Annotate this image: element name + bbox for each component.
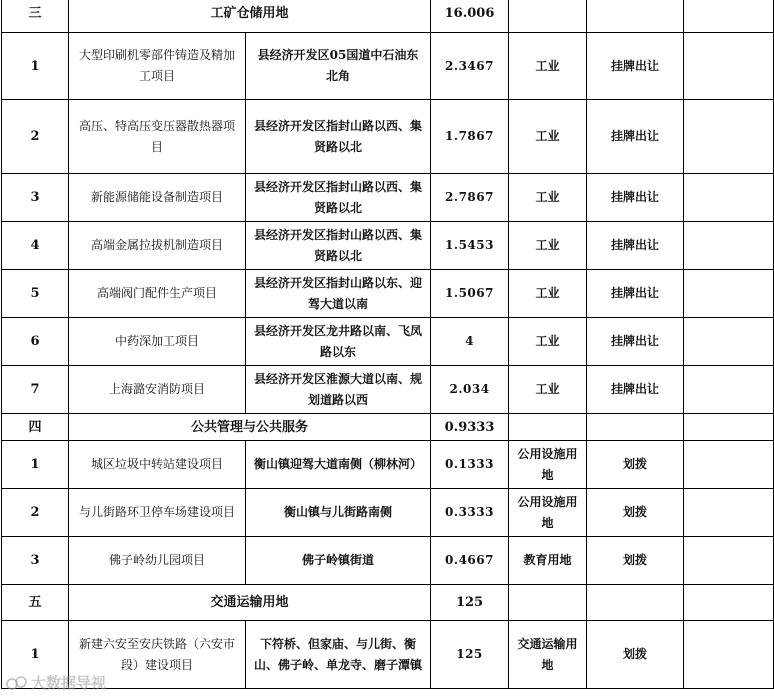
project-name: 新能源储能设备制造项目: [69, 174, 246, 222]
section-header-row: [2, 585, 774, 621]
empty-cell: [684, 174, 774, 222]
project-name: 高端阀门配件生产项目: [69, 270, 246, 318]
project-name: 城区垃圾中转站建设项目: [69, 441, 246, 489]
land-area: 1.5067: [431, 270, 509, 318]
supply-method: 划拨: [587, 621, 684, 689]
project-location: 县经济开发区指封山路以西、集贤路以北: [246, 174, 431, 222]
section-header-row: [2, 0, 774, 33]
supply-method: 划拨: [587, 537, 684, 585]
land-area: 2.034: [431, 366, 509, 414]
table-body: [2, 0, 774, 689]
section-number: 三: [2, 0, 69, 33]
project-location: 县经济开发区龙井路以南、飞凤路以东: [246, 318, 431, 366]
supply-method: 挂牌出让: [587, 366, 684, 414]
land-use: 工业: [509, 270, 587, 318]
section-empty-cell: [684, 414, 774, 441]
project-location: 县经济开发区指封山路以东、迎驾大道以南: [246, 270, 431, 318]
table-row: [2, 489, 774, 537]
land-area: 0.4667: [431, 537, 509, 585]
empty-cell: [684, 33, 774, 100]
project-name: 与儿街路环卫停车场建设项目: [69, 489, 246, 537]
land-area: 2.7867: [431, 174, 509, 222]
project-name: 大型印刷机零部件铸造及精加工项目: [69, 33, 246, 100]
land-use: 工业: [509, 100, 587, 174]
project-location: 衡山镇与儿街路南侧: [246, 489, 431, 537]
project-name: 中药深加工项目: [69, 318, 246, 366]
section-number: 四: [2, 414, 69, 441]
section-empty-cell: [587, 0, 684, 33]
supply-method: 挂牌出让: [587, 33, 684, 100]
project-name: 高端金属拉拔机制造项目: [69, 222, 246, 270]
empty-cell: [684, 366, 774, 414]
land-use: 公用设施用地: [509, 441, 587, 489]
table-row: [2, 33, 774, 100]
empty-cell: [684, 537, 774, 585]
land-use: 工业: [509, 318, 587, 366]
land-use: 交通运输用地: [509, 621, 587, 689]
project-location: 下符桥、但家庙、与儿街、衡山、佛子岭、单龙寺、磨子潭镇: [246, 621, 431, 689]
table-row: [2, 366, 774, 414]
supply-method: 挂牌出让: [587, 100, 684, 174]
section-title: 公共管理与公共服务: [69, 414, 431, 441]
supply-method: 挂牌出让: [587, 174, 684, 222]
row-number: 2: [2, 489, 69, 537]
section-title: 交通运输用地: [69, 585, 431, 621]
table-row: [2, 537, 774, 585]
section-empty-cell: [587, 414, 684, 441]
project-name: 新建六安至安庆铁路（六安市段）建设项目: [69, 621, 246, 689]
project-location: 县经济开发区05国道中石油东北角: [246, 33, 431, 100]
empty-cell: [684, 100, 774, 174]
table-row: [2, 174, 774, 222]
section-empty-cell: [587, 585, 684, 621]
land-area: 1.5453: [431, 222, 509, 270]
table-row: [2, 222, 774, 270]
land-use: 工业: [509, 33, 587, 100]
project-name: 佛子岭幼儿园项目: [69, 537, 246, 585]
watermark-text: 大数据导视: [31, 674, 107, 692]
row-number: 3: [2, 537, 69, 585]
project-location: 衡山镇迎驾大道南侧（柳林河）: [246, 441, 431, 489]
project-name: 上海潞安消防项目: [69, 366, 246, 414]
project-location: 县经济开发区指封山路以西、集贤路以北: [246, 222, 431, 270]
section-area: 0.9333: [431, 414, 509, 441]
project-location: 县经济开发区指封山路以西、集贤路以北: [246, 100, 431, 174]
land-area: 1.7867: [431, 100, 509, 174]
row-number: 1: [2, 33, 69, 100]
supply-method: 挂牌出让: [587, 222, 684, 270]
table-row: [2, 100, 774, 174]
row-number: 1: [2, 621, 69, 689]
empty-cell: [684, 270, 774, 318]
project-location: 佛子岭镇街道: [246, 537, 431, 585]
table-row: [2, 318, 774, 366]
section-empty-cell: [684, 0, 774, 33]
land-use: 工业: [509, 366, 587, 414]
table-row: [2, 441, 774, 489]
table-row: [2, 621, 774, 689]
row-number: 7: [2, 366, 69, 414]
land-use: 工业: [509, 222, 587, 270]
row-number: 3: [2, 174, 69, 222]
empty-cell: [684, 318, 774, 366]
row-number: 4: [2, 222, 69, 270]
supply-method: 挂牌出让: [587, 318, 684, 366]
empty-cell: [684, 621, 774, 689]
land-use: 工业: [509, 174, 587, 222]
row-number: 5: [2, 270, 69, 318]
land-use: 教育用地: [509, 537, 587, 585]
land-area: 0.1333: [431, 441, 509, 489]
project-location: 县经济开发区淮源大道以南、规划道路以西: [246, 366, 431, 414]
land-supply-table: [1, 0, 774, 689]
land-area: 4: [431, 318, 509, 366]
land-area: 2.3467: [431, 33, 509, 100]
table-row: [2, 270, 774, 318]
row-number: 2: [2, 100, 69, 174]
section-number: 五: [2, 585, 69, 621]
section-empty-cell: [509, 585, 587, 621]
supply-method: 划拨: [587, 441, 684, 489]
row-number: 6: [2, 318, 69, 366]
land-use: 公用设施用地: [509, 489, 587, 537]
section-header-row: [2, 414, 774, 441]
section-area: 125: [431, 585, 509, 621]
empty-cell: [684, 489, 774, 537]
section-empty-cell: [684, 585, 774, 621]
land-area: 0.3333: [431, 489, 509, 537]
section-empty-cell: [509, 414, 587, 441]
empty-cell: [684, 222, 774, 270]
section-area: 16.006: [431, 0, 509, 33]
empty-cell: [684, 441, 774, 489]
section-empty-cell: [509, 0, 587, 33]
project-name: 高压、特高压变压器散热器项目: [69, 100, 246, 174]
row-number: 1: [2, 441, 69, 489]
supply-method: 挂牌出让: [587, 270, 684, 318]
land-area: 125: [431, 621, 509, 689]
supply-method: 划拨: [587, 489, 684, 537]
section-title: 工矿仓储用地: [69, 0, 431, 33]
